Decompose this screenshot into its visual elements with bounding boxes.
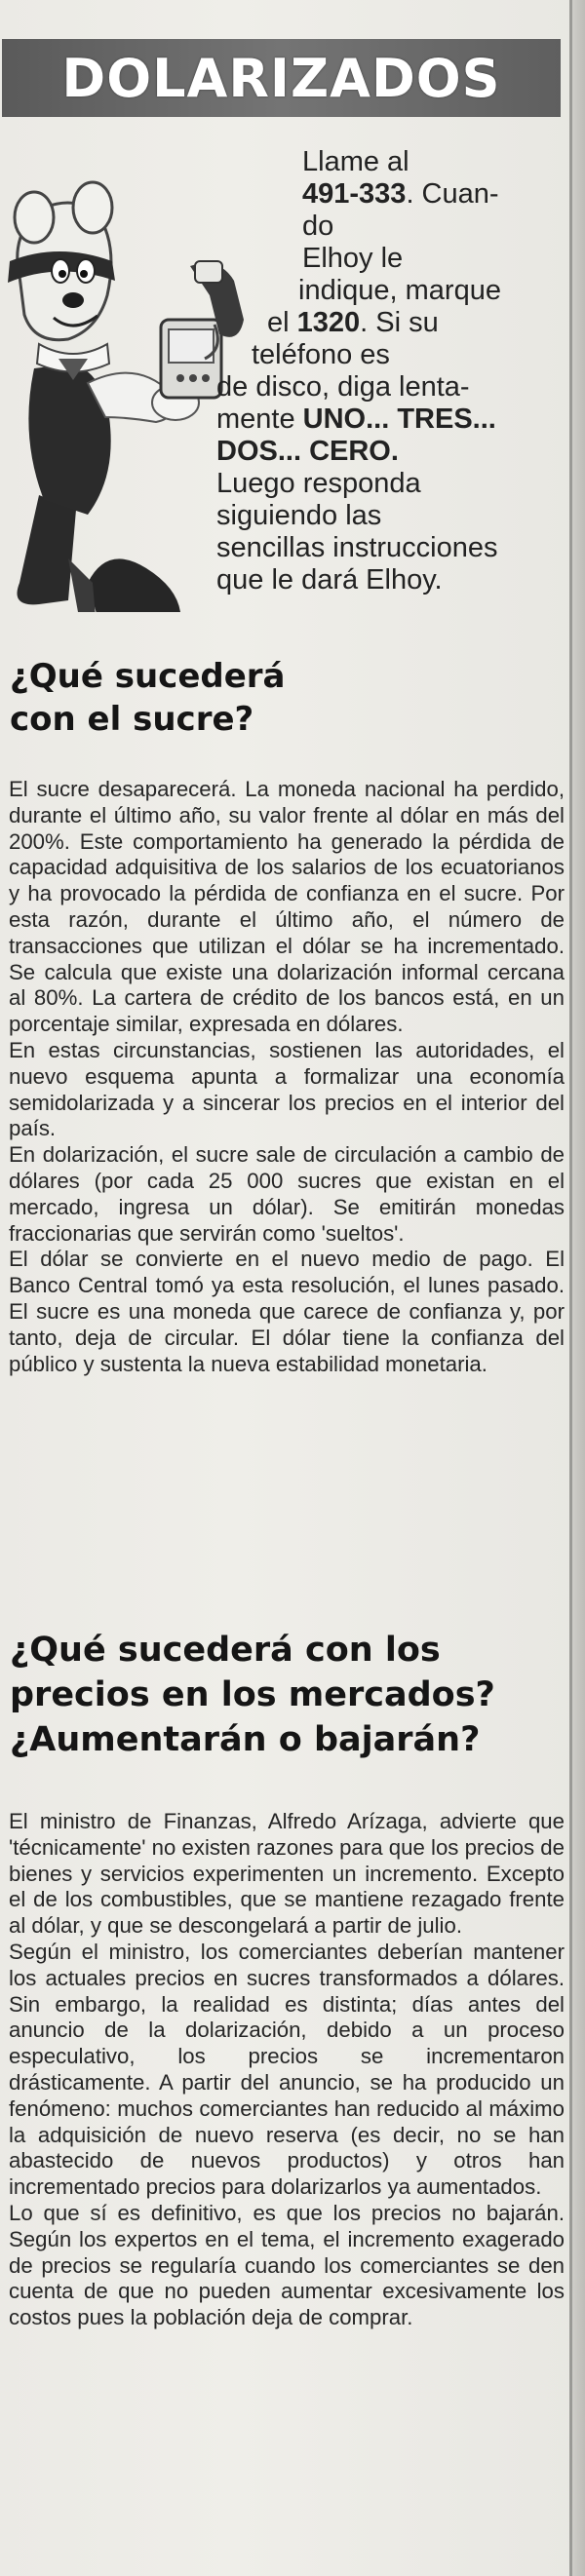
adjacent-column-edge [572, 0, 585, 2576]
paragraph: Lo que sí es definitivo, es que los precios no bajarán. Según los expertos en el tema, el incremento exagerado de precios se regularía cuando los comerciantes se den cuenta de que no pueden aumentar excesivamente los costos pues la población deja de comprar. [9, 2200, 565, 2330]
article-body-precios [9, 1809, 565, 2331]
question-heading-precios: ¿Qué sucederá con los precios en los mercados? ¿Aumentarán o bajarán? [10, 1631, 495, 1759]
intro-line: 491-333. Cuan- [302, 178, 499, 210]
intro-line: Llame al [302, 146, 410, 177]
paragraph: El ministro de Finanzas, Alfredo Arízaga, advierte que 'técnicamente' no existen razones para que los precios de bienes y servicios experimenten un incremento. Excepto el de los combustibles, que se mantiene rezagado frente al dólar, y que se descongelará a partir de julio. [9, 1809, 565, 1939]
intro-line [216, 436, 566, 468]
paragraph: El dólar se convierte en el nuevo medio de pago. El Banco Central tomó ya esta resolución, el lunes pasado. El sucre es una moneda que carece de confianza y, por tanto, deja de circular. El dólar tiene la confianza del público y sustenta la nueva estabilidad monetaria. [9, 1247, 565, 1376]
intro-line: indique, marque [298, 275, 501, 306]
paragraph: El sucre desaparecerá. La moneda nacional ha perdido, durante el último año, su valor frente al dólar en más del 200%. Este comportamiento ha generado la pérdida de capacidad adquisitiva de los salarios de los ecuatorianos y ha provocado la pérdida de confianza en el sucre. Por esta razón, durante el último año, el número de transacciones que utilizan el dólar se ha incrementado. Se calcula que existe una dolarización informal cercana al 80%. La cartera de crédito de los bancos está, en un porcentaje similar, expresada en dólares. [9, 777, 565, 1037]
intro-line: do [302, 211, 334, 242]
section-title: DOLARIZADOS [61, 47, 501, 109]
intro-line: el 1320. Si su [267, 307, 439, 338]
spoken-code: UNO... TRES... [302, 404, 496, 435]
intro-line: siguiendo las [216, 500, 382, 531]
spoken-code: DOS... CERO. [216, 436, 399, 467]
question-heading-sucre: ¿Qué sucederá con el sucre? [10, 657, 286, 739]
phone-number: 491-333 [302, 178, 407, 210]
paragraph: En estas circunstancias, sostienen las autoridades, el nuevo esquema apunta a formalizar una economía semidolarizada y a sincerar los precios en el interior del país. [9, 1037, 565, 1141]
intro-line: Luego responda [216, 468, 421, 499]
section-header [2, 39, 561, 117]
intro-line: que le dará Elhoy. [216, 564, 443, 596]
intro-line: teléfono es [252, 339, 390, 370]
phone-instructions [205, 146, 566, 596]
option-code: 1320 [296, 307, 361, 338]
article-body-sucre [9, 777, 565, 1377]
intro-line: Elhoy le [302, 243, 404, 274]
paragraph: Según el ministro, los comerciantes deberían mantener los actuales precios en sucres transformados a dólares. Sin embargo, la realidad es distinta; días antes del anuncio de la dolarización, debido a un proceso especulativo, los precios se incrementaron drásticamente. A partir del anuncio, se ha producido un fenómeno: muchos comerciantes han reducido al máximo la adquisición de nuevo reserva (es decir, no se han abastecido de nuevos productos) y otros han incrementado precios para dolarizarlos ya aumentados. [9, 1939, 565, 2200]
intro-line: mente UNO... TRES... [216, 404, 496, 435]
intro-line: de disco, diga lenta- [216, 371, 470, 403]
paragraph: En dolarización, el sucre sale de circulación a cambio de dólares (por cada 25 000 sucres que existan en el mercado, ingresa un dólar). Se emitirán monedas fraccionarias que servirán como 'sueltos'. [9, 1142, 565, 1246]
intro-line: sencillas instrucciones [216, 532, 498, 563]
